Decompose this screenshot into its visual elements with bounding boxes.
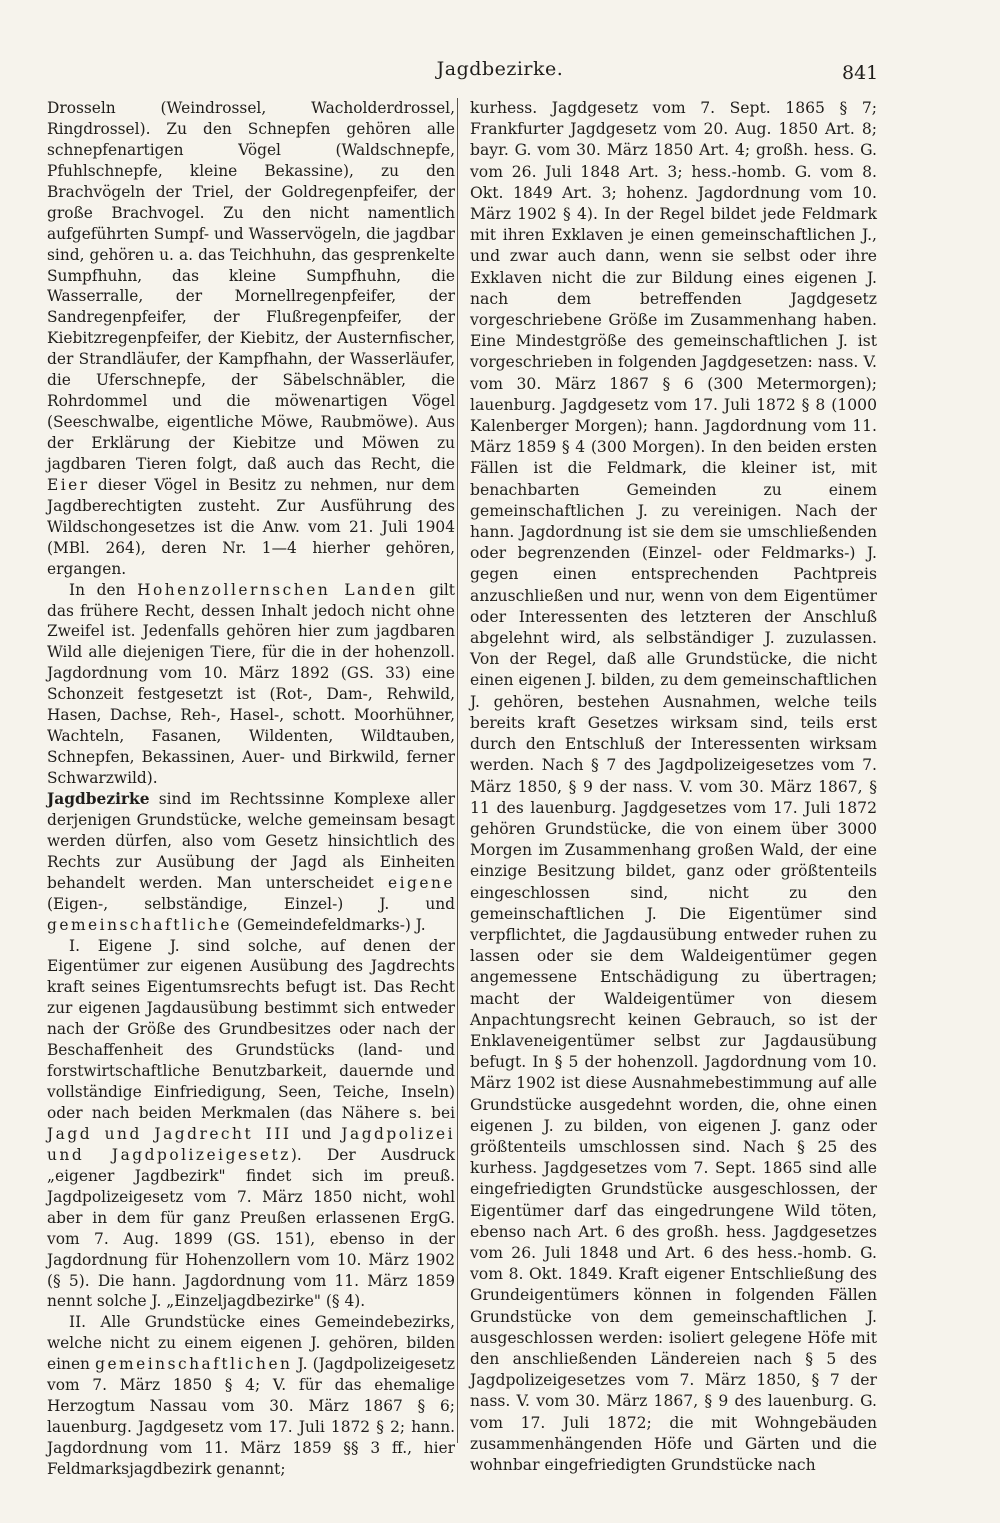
- paragraph: [47, 1312, 455, 1480]
- text-run: J. (Jagdpolizeigesetz vom 7. März 1850 § 4; V. für das ehemalige Herzogtum Nassau vom 30. März 1867 § 6; lauenburg. Jagdgesetz vom 17. Juli 1872 § 2; hann. Jagdordnung vom 11. März 1859 §§ 3 ff., hier Feldmarksjagdbezirk genannt;: [47, 1355, 455, 1478]
- spaced-term: Hohenzollernschen Landen: [137, 580, 418, 599]
- text-run: ). Der Ausdruck „eigener Jagdbezirk" findet sich im preuß. Jagdpolizeigesetz vom 7. März 1850 nicht, wohl aber in dem für ganz Preußen erlassenen ErgG. vom 7. Aug. 1899 (GS. 151), ebenso in der Jagdordnung für Hohenzollern vom 10. März 1902 (§ 5). Die hann. Jagdordnung vom 11. März 1859 nennt solche J. „Einzeljagdbezirke" (§ 4).: [47, 1145, 455, 1311]
- text-run: sind im Rechtssinne Komplexe aller derjenigen Grundstücke, welche gemeinsam besagt werden dürfen, also vom Gesetz hinsichtlich des Rechts zur Ausübung der Jagd als Einheiten behandelt werden. Man unterscheidet: [47, 789, 455, 892]
- spaced-term: Eier: [47, 475, 90, 494]
- text-run: dieser Vögel in Besitz zu nehmen, nur dem Jagdberechtigten zusteht. Zur Ausführung des Wildschongesetzes ist die Anw. vom 21. Juli 1904 (MBl. 264), deren Nr. 1—4 hierher gehören, ergangen.: [47, 475, 455, 578]
- spaced-term: Jagd und Jagdrecht III: [47, 1124, 292, 1143]
- paragraph: [47, 936, 455, 1313]
- running-title: Jagdbezirke.: [436, 58, 564, 80]
- left-column: [47, 98, 455, 1480]
- text-run: II. Alle Grundstücke eines Gemeindebezirks, welche nicht zu einem eigenen J. gehören, bilden einen: [47, 1313, 455, 1374]
- spaced-term: eigene: [387, 873, 455, 892]
- paragraph: [47, 98, 455, 580]
- text-run: gilt das frühere Recht, dessen Inhalt jedoch nicht ohne Zweifel ist. Jedenfalls gehören hier zum jagdbaren Wild alle diejenigen Tiere, für die in der hohenzoll. Jagdordnung vom 10. März 1892 (GS. 33) eine Schonzeit festgesetzt ist (Rot-, Dam-, Rehwild, Hasen, Dachse, Reh-, Hasel-, schott. Moorhühner, Wachteln, Fasanen, Wildenten, Wildtauben, Schnepfen, Bekassinen, Auer- und Birkwild, ferner Schwarzwild).: [47, 580, 455, 787]
- spaced-term: Jagdpolizei und Jagdpolizeigesetz: [47, 1124, 456, 1164]
- paragraph: [47, 580, 455, 789]
- spaced-term: gemeinschaftlichen: [95, 1355, 293, 1374]
- text-run: (Eigen-, selbständige, Einzel-) J. und: [47, 894, 455, 913]
- text-run: I. Eigene J. sind solche, auf denen der Eigentümer zur eigenen Ausübung des Jagdrechts kraft seines Eigentumsrechts befugt ist. Das Recht zur eigenen Jagdausübung bestimmt sich entweder nach der Größe des Grundbesitzes oder nach der Beschaffenheit des Grundstücks (land- und forstwirtschaftliche Benutzbarkeit, dauernde und vollständige Einfriedigung, Seen, Teiche, Inseln) oder nach beiden Merkmalen (das Nähere s. bei: [47, 936, 455, 1122]
- spaced-term: gemeinschaftliche: [47, 915, 232, 934]
- page-number: 841: [842, 62, 879, 84]
- paragraph: [47, 789, 455, 936]
- text-run: und: [291, 1124, 342, 1143]
- entry-headword: Jagdbezirke: [47, 789, 150, 808]
- text-run: (Gemeindefeldmarks-) J.: [231, 915, 426, 934]
- text-run: Drosseln (Weindrossel, Wacholderdrossel, Ringdrossel). Zu den Schnepfen gehören alle schnepfenartigen Vögel (Waldschnepfe, Pfuhlschnepfe, kleine Bekassine), zu den Brachvögeln der Triel, der Goldregenpfeifer, der große Brachvogel. Zu den nicht namentlich aufgeführten Sumpf- und Wasservögeln, die jagdbar sind, gehören u. a. das Teichhuhn, das gesprenkelte Sumpfhuhn, das kleine Sumpfhuhn, die Wasserralle, der Mornellregenpfeifer, der Sandregenpfeifer, der Flußregenpfeifer, der Kiebitzregenpfeifer, der Kiebitz, der Austernfischer, der Strandläufer, der Kampfhahn, der Wasserläufer, die Uferschnepfe, der Säbelschnäbler, die Rohrdommel und die möwenartigen Vögel (Seeschwalbe, eigentliche Möwe, Raubmöwe). Aus der Erklärung der Kiebitze und Möwen zu jagdbaren Tieren folgt, daß auch das Recht, die: [47, 99, 455, 473]
- column-divider: [457, 98, 458, 1443]
- right-column: [470, 98, 877, 1476]
- paragraph: kurhess. Jagdgesetz vom 7. Sept. 1865 § 7; Frankfurter Jagdgesetz vom 20. Aug. 1850 Art. 8; bayr. G. vom 30. März 1850 Art. 4; großh. hess. G. vom 26. Juli 1848 Art. 3; hess.-homb. G. vom 8. Okt. 1849 Art. 3; hohenz. Jagdordnung vom 10. März 1902 § 4). In der Regel bildet jede Feldmark mit ihren Exklaven je einen gemeinschaftlichen J., und zwar auch dann, wenn sie selbst oder ihre Exklaven nicht die zur Bildung eines eigenen J. nach dem betreffenden Jagdgesetz vorgeschriebene Größe im Zusammenhang haben. Eine Mindestgröße des gemeinschaftlichen J. ist vorgeschrieben in folgenden Jagdgesetzen: nass. V. vom 30. März 1867 § 6 (300 Metermorgen); lauenburg. Jagdgesetz vom 17. Juli 1872 § 8 (1000 Kalenberger Morgen); hann. Jagdordnung vom 11. März 1859 § 4 (300 Morgen). In den beiden ersten Fällen ist die Feldmark, die kleiner ist, mit benachbarten Gemeinden zu einem gemeinschaftlichen J. zu vereinigen. Nach der hann. Jagdordnung ist sie dem sie umschließenden oder begrenzenden (Einzel- oder Feldmarks-) J. gegen einen entsprechenden Pachtpreis anzuschließen und nur, wenn von dem Eigentümer oder Interessenten des letzteren der Anschluß abgelehnt wird, als selbständiger J. zuzulassen. Von der Regel, daß alle Grundstücke, die nicht einen eigenen J. bilden, zu dem gemeinschaftlichen J. gehören, bestehen Ausnahmen, welche teils bereits kraft Gesetzes wirksam sind, teils erst durch den Entschluß der Interessenten wirksam werden. Nach § 7 des Jagdpolizeigesetzes vom 7. März 1850, § 9 der nass. V. vom 30. März 1867, § 11 des lauenburg. Jagdgesetzes vom 17. Juli 1872 gehören Grundstücke, die von einem über 3000 Morgen im Zusammenhang großen Wald, der eine einzige Besitzung bildet, ganz oder größtenteils eingeschlossen sind, nicht zu den gemeinschaftlichen J. Die Eigentümer sind verpflichtet, die Jagdausübung entweder ruhen zu lassen oder sie dem Waldeigentümer gegen angemessene Entschädigung zu übertragen; macht der Waldeigentümer von diesem Anpachtungsrecht keinen Gebrauch, so ist der Enklaveneigentümer selbst zur Jagdausübung befugt. In § 5 der hohenzoll. Jagdordnung vom 10. März 1902 ist diese Ausnahmebestimmung auf alle Grundstücke ausgedehnt worden, die, ohne einen eigenen J. zu bilden, von eigenen J. ganz oder größtenteils umschlossen sind. Nach § 25 des kurhess. Jagdgesetzes vom 7. Sept. 1865 sind alle eingefriedigten Grundstücke ausgeschlossen, der Eigentümer darf das eingedrungene Wild töten, ebenso nach Art. 6 des großh. hess. Jagdgesetzes vom 26. Juli 1848 und Art. 6 des hess.-homb. G. vom 8. Okt. 1849. Kraft eigener Entschließung des Grundeigentümers können in folgenden Fällen Grundstücke von dem gemeinschaftlichen J. ausgeschlossen werden: isoliert gelegene Höfe mit den anschließenden Ländereien nach § 5 des Jagdpolizeigesetzes vom 7. März 1850, § 7 der nass. V. vom 30. März 1867, § 9 des lauenburg. G. vom 17. Juli 1872; die mit Wohngebäuden zusammenhängenden Höfe und Gärten und die wohnbar eingefriedigten Grundstücke nach: [470, 99, 877, 1474]
- text-run: In den: [69, 580, 138, 599]
